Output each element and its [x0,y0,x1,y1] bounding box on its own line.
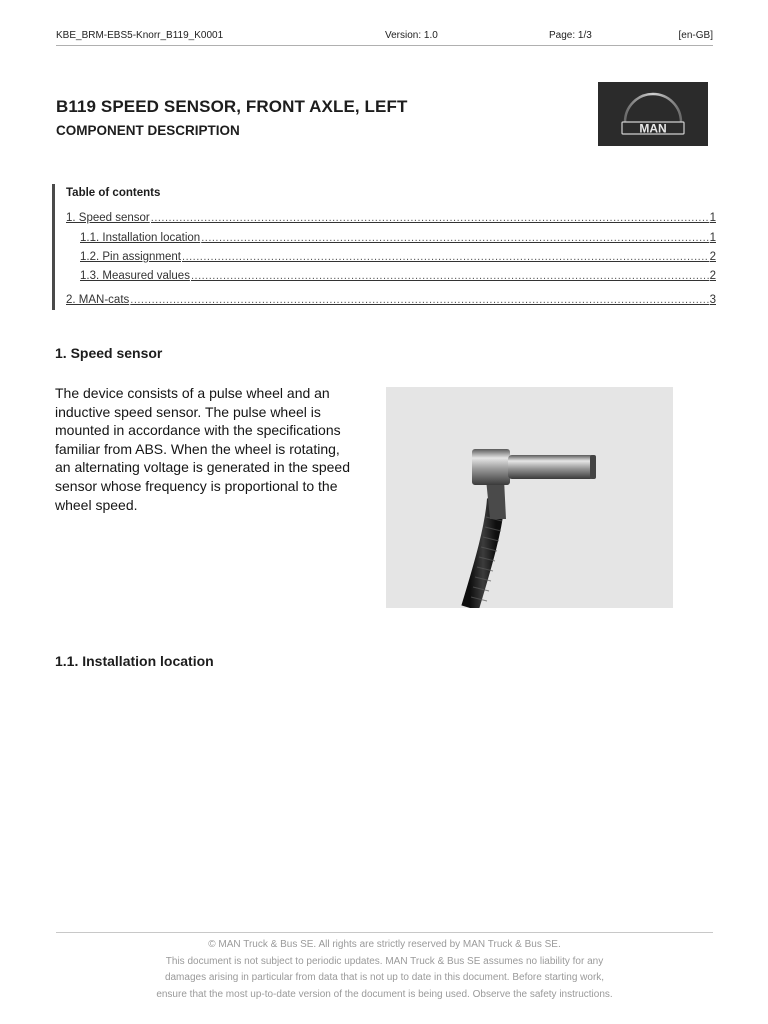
section-heading-speed-sensor: 1. Speed sensor [55,345,163,361]
footer-disclaimer-3: ensure that the most up-to-date version of the document is being used. Observe the safety instructions. [156,988,613,1000]
document-header [56,29,713,46]
page-subtitle: COMPONENT DESCRIPTION [56,123,240,138]
page-number: Page: 1/3 [549,30,592,41]
footer-disclaimer-1: This document is not subject to periodic updates. MAN Truck & Bus SE assumes no liability for any [165,955,604,967]
footer-disclaimer-2: damages arising in particular from data that is not up to date in this document. Before starting work, [164,972,605,983]
toc-heading: Table of contents [66,187,161,199]
man-logo [598,82,708,146]
toc-item-man-cats[interactable]: 2. MAN-cats ..... 3 [66,290,716,306]
document-id: KBE_BRM-EBS5-Knorr_B119_K0001 [56,30,224,41]
document-footer [56,937,713,1003]
speed-sensor-description: The device consists of a pulse wheel and an inductive speed sensor. The pulse wheel is mounted in accordance with the specifications familiar from ABS. When the wheel is rotating, an alternating voltage is generated in the speed sensor whose frequency is proportional to the wheel speed. [55,385,350,513]
svg-text:MAN: MAN [639,121,667,136]
section-heading-installation-location: 1.1. Installation location [55,653,214,669]
page-title: B119 SPEED SENSOR, FRONT AXLE, LEFT [56,97,408,116]
speed-sensor-photo [386,387,673,608]
toc-item-speed-sensor[interactable]: 1. Speed sensor ..... 1 [66,208,716,224]
document-version: Version: 1.0 [385,30,438,41]
language-code: [en-GB] [678,30,713,41]
toc-item-pin-assignment[interactable]: 1.2. Pin assignment ..... 2 [80,247,716,263]
toc-item-installation-location[interactable]: 1.1. Installation location ..... 1 [80,228,716,244]
man-logo-icon [598,82,708,146]
footer-copyright: © MAN Truck & Bus SE. All rights are strictly reserved by MAN Truck & Bus SE. [208,939,561,950]
table-of-contents [52,184,716,310]
toc-item-measured-values[interactable]: 1.3. Measured values ..... 2 [80,266,716,282]
footer-divider [56,932,713,933]
